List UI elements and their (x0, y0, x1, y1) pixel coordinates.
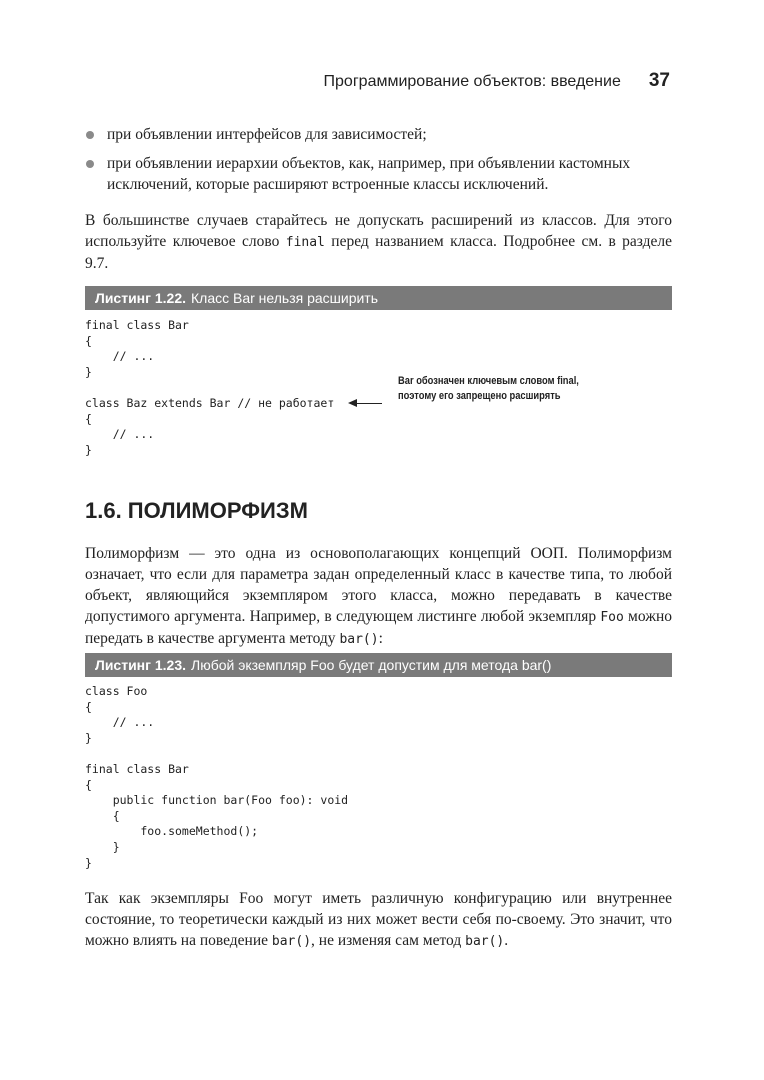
code-line: { (85, 808, 120, 823)
annotation-connector (356, 403, 382, 404)
paragraph-text: Так как экземпляры Foo могут иметь различную конфигурацию или внутреннее состояние, то теоретически каждый из них может вести себя по-своему. Это значит, что можно влиять на поведение (85, 890, 672, 949)
paragraph-polymorphism (85, 543, 672, 650)
code-line (85, 380, 334, 396)
code-line: // ... (85, 349, 155, 364)
running-header (324, 70, 670, 92)
code-line (85, 746, 348, 762)
annotation-line: поэтому его запрещено расширять (398, 390, 561, 402)
inline-code: final (285, 235, 325, 250)
section-heading: 1.6. ПОЛИМОРФИЗМ (85, 498, 308, 523)
paragraph-text: . (504, 932, 509, 949)
listing-caption (85, 653, 672, 677)
code-line: class Baz extends Bar // не работает (85, 395, 335, 410)
inline-code: bar() (465, 934, 505, 949)
paragraph-behavior (85, 888, 672, 952)
paragraph-text: перед названием класса. Подробнее см. в разделе 9.7. (85, 233, 672, 272)
code-line: } (85, 364, 92, 379)
code-line: public function bar(Foo foo): void (85, 793, 349, 808)
list-item (85, 153, 672, 195)
code-line: } (85, 855, 92, 870)
listing-label: Листинг 1.22. (95, 290, 186, 306)
listing-title: Любой экземпляр Foo будет допустим для метода bar() (191, 657, 552, 673)
list-item (85, 124, 672, 145)
page-number: 37 (648, 70, 670, 91)
bullet-list (85, 124, 672, 203)
inline-code: bar() (339, 632, 379, 647)
paragraph-text: Полиморфизм — это одна из основополагающих концепций ООП. Полиморфизм означает, что если для параметра задан определенный класс в качестве типа, то любой объект, являющийся экземпляром этого класса, можно передавать в качестве допустимого аргумента. Например, в следующем листинге любой экземпляр (85, 545, 672, 625)
code-line: // ... (85, 715, 155, 730)
bullet-text: при объявлении иерархии объектов, как, например, при объявлении кастомных исключений, которые расширяют встроенные классы исключений. (107, 155, 631, 193)
running-title: Программирование объектов: введение (323, 73, 621, 90)
bullet-text: при объявлении интерфейсов для зависимостей; (107, 126, 427, 143)
listing-title: Класс Bar нельзя расширить (191, 290, 379, 306)
code-line: class Foo (85, 684, 148, 698)
code-line: { (85, 777, 92, 792)
code-line: } (85, 442, 92, 457)
listing-label: Листинг 1.23. (95, 657, 186, 673)
bullet-icon (86, 131, 94, 139)
code-line: } (85, 839, 120, 854)
code-annotation (398, 374, 579, 404)
code-block (85, 318, 334, 458)
code-line: final class Bar (85, 318, 189, 332)
paragraph-text: : (378, 630, 383, 647)
paragraph-text: можно передать в качестве аргумента методу (85, 608, 672, 647)
paragraph-text: В большинстве случаев старайтесь не допускать расширений из классов. Для этого используйте ключевое слово (85, 212, 672, 250)
code-line: { (85, 411, 92, 426)
inline-code: Foo (600, 610, 624, 625)
annotation-line: Bar обозначен ключевым словом final, (398, 375, 579, 387)
paragraph-final (85, 210, 672, 274)
code-line: foo.someMethod(); (85, 824, 259, 839)
paragraph-text: , не изменяя сам метод (311, 932, 466, 949)
code-line: { (85, 699, 92, 714)
code-line: final class Bar (85, 761, 189, 776)
bullet-icon (86, 160, 94, 168)
inline-code: bar() (271, 934, 312, 949)
code-block (85, 684, 348, 871)
code-line: } (85, 730, 92, 745)
listing-caption (85, 286, 672, 310)
code-line: { (85, 333, 92, 348)
code-line: // ... (85, 427, 155, 442)
